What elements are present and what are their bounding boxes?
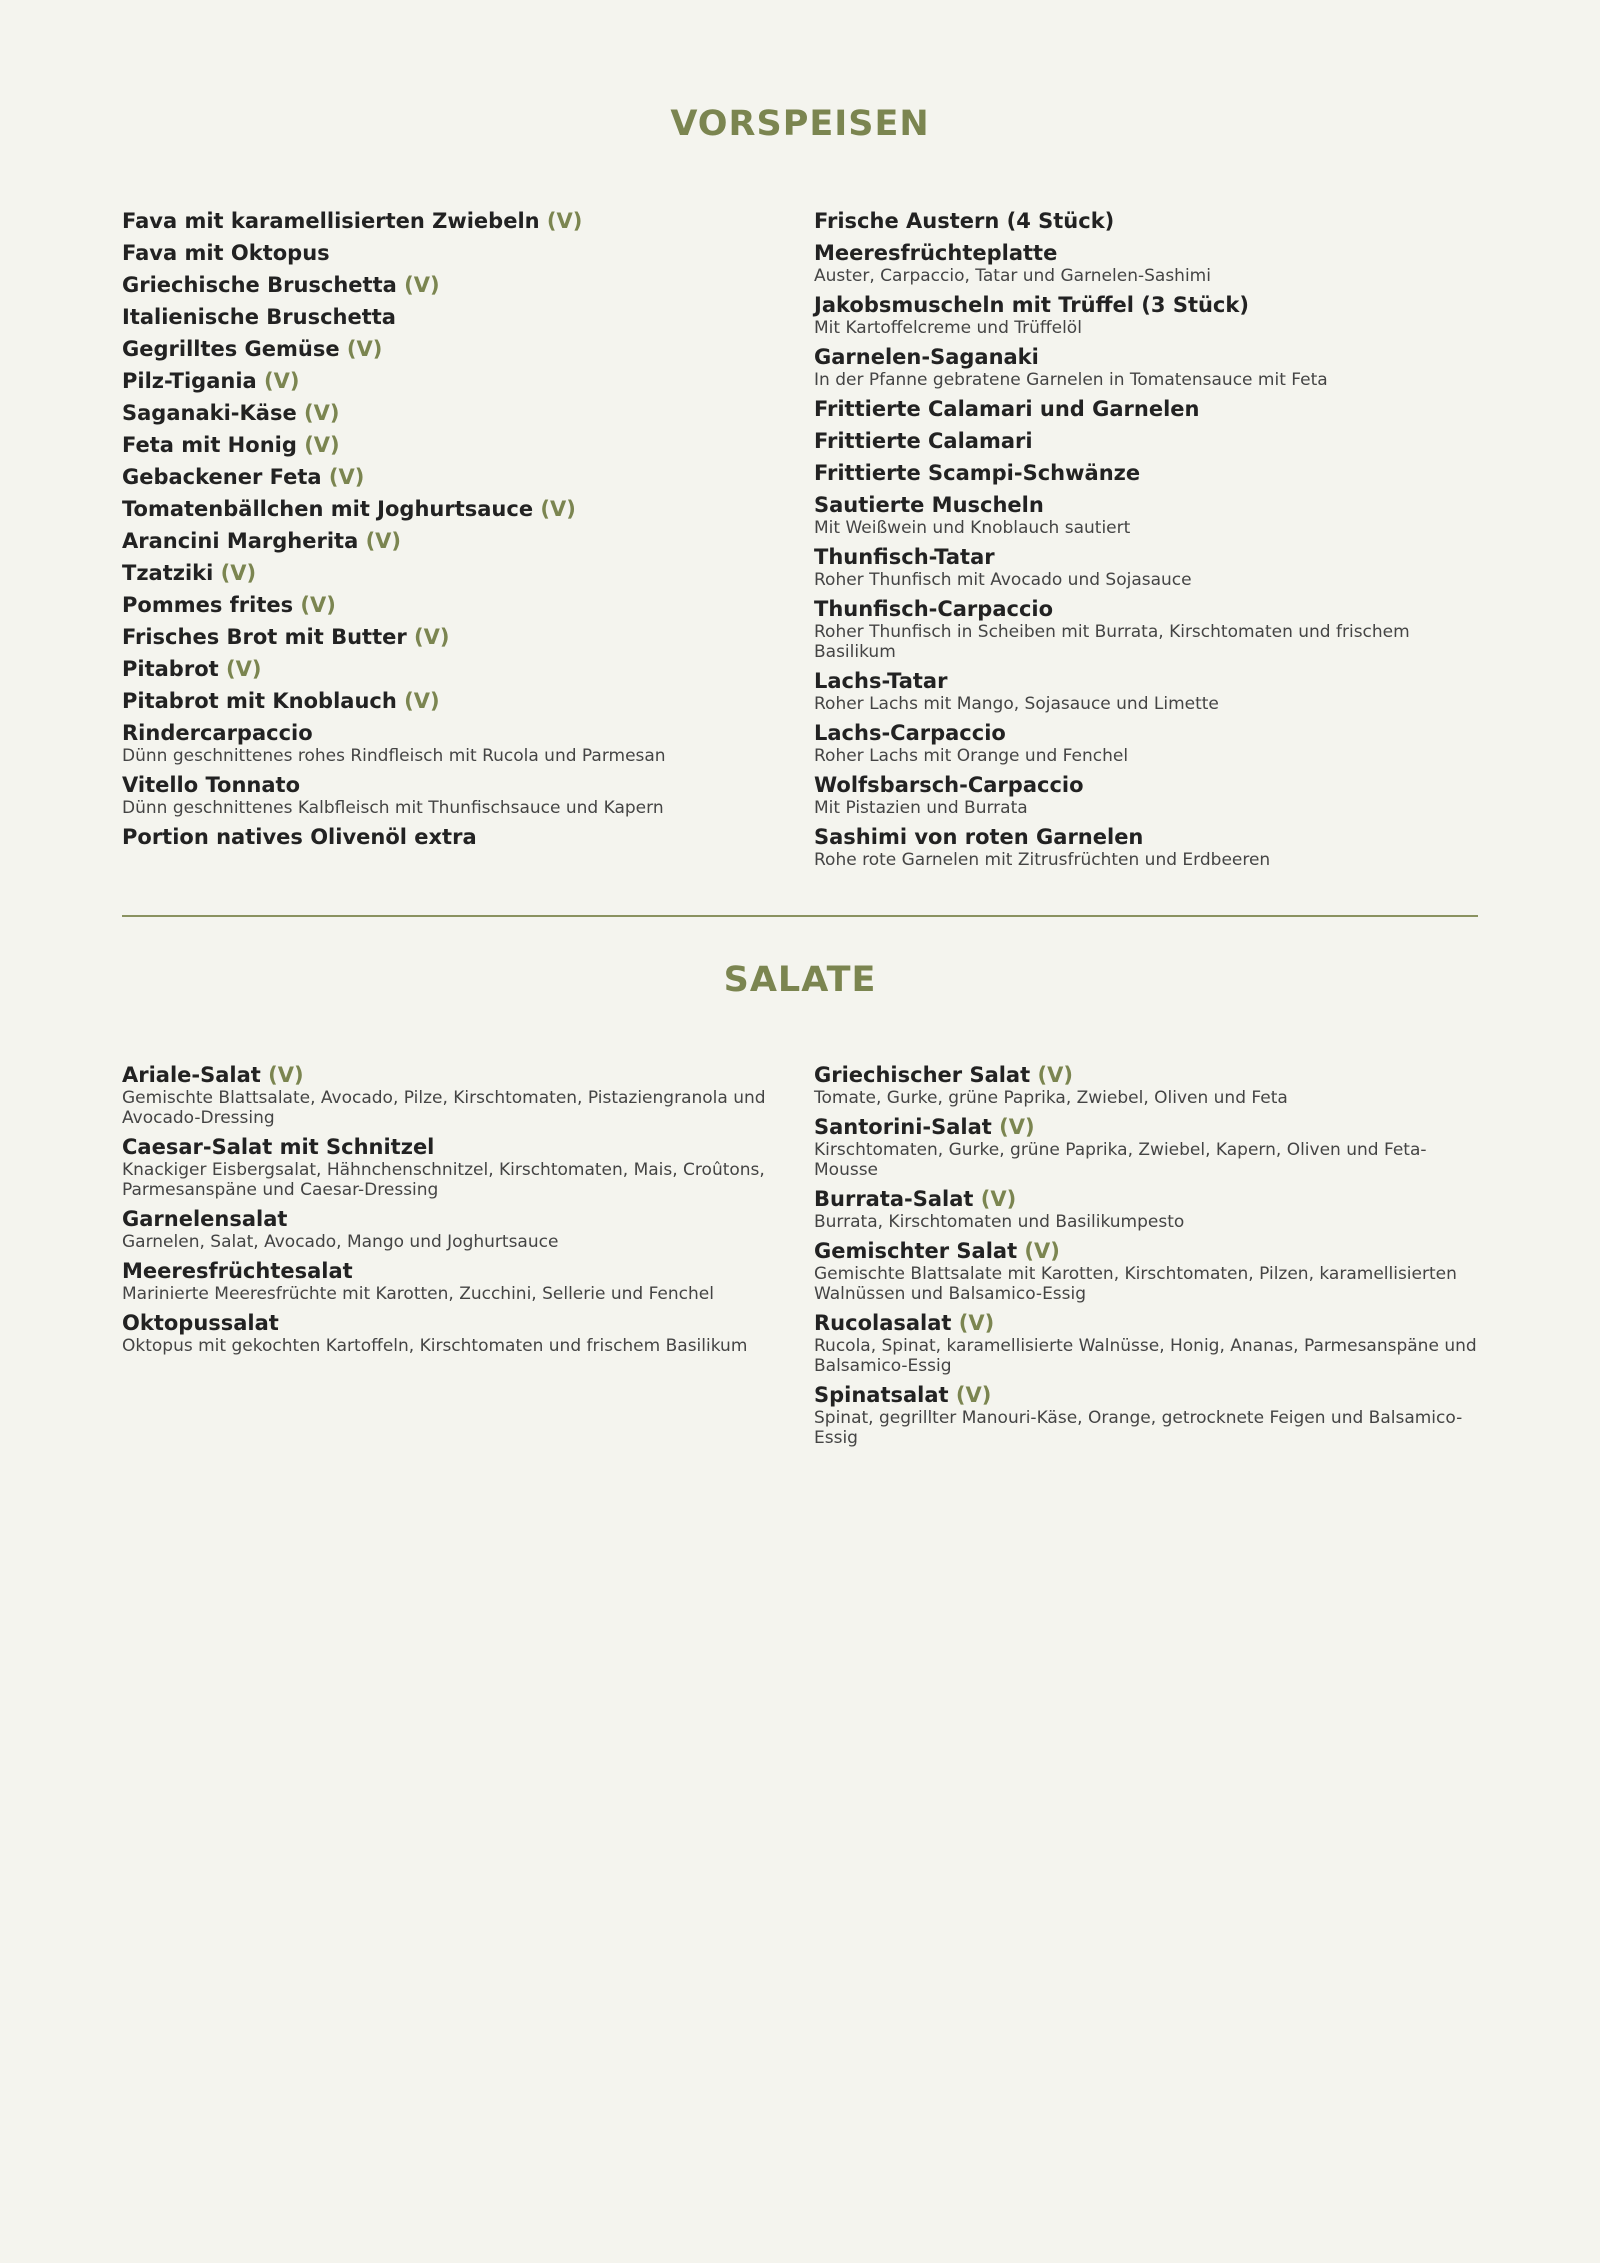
menu-item-title: Sashimi von roten Garnelen (814, 825, 1144, 849)
menu-item-title: Italienische Bruschetta (122, 305, 396, 329)
menu-item-name (814, 1310, 1478, 1336)
menu-item-name (122, 772, 770, 798)
column-left (122, 1062, 770, 1454)
menu-item-name (814, 1114, 1478, 1140)
menu-item-name (122, 464, 770, 490)
menu-item-description: Oktopus mit gekochten Kartoffeln, Kirschtomaten und frischem Basilikum (122, 1336, 748, 1356)
menu-item-name (814, 344, 1478, 370)
menu-item-description: Burrata, Kirschtomaten und Basilikumpesto (814, 1212, 1185, 1232)
menu-item-description: Rucola, Spinat, karamellisierte Walnüsse, Honig, Ananas, Parmesanspäne und Balsamico-Essig (814, 1336, 1477, 1376)
vegetarian-badge: (V) (1024, 1239, 1060, 1263)
vegetarian-badge: (V) (268, 1063, 304, 1087)
menu-item-description: Mit Pistazien und Burrata (814, 798, 1028, 818)
menu-item-name (122, 824, 770, 850)
menu-item-title: Gegrilltes Gemüse (122, 337, 340, 361)
menu-item-title: Santorini-Salat (814, 1115, 992, 1139)
menu-item-description: Marinierte Meeresfrüchte mit Karotten, Zucchini, Sellerie und Fenchel (122, 1284, 714, 1304)
menu-item-title: Pitabrot mit Knoblauch (122, 689, 397, 713)
menu-item-name (122, 656, 770, 682)
menu-item-title: Pilz-Tigania (122, 369, 257, 393)
menu-item (814, 1186, 1478, 1232)
menu-item-name (814, 772, 1478, 798)
menu-item (122, 560, 770, 586)
menu-item-title: Garnelen-Saganaki (814, 345, 1039, 369)
vegetarian-badge: (V) (304, 401, 340, 425)
vegetarian-badge: (V) (955, 1383, 992, 1407)
menu-item-name (122, 1206, 770, 1232)
menu-item-name (122, 208, 770, 234)
vegetarian-badge: (V) (414, 625, 450, 649)
menu-item-title: Wolfsbarsch-Carpaccio (814, 773, 1084, 797)
menu-item-name (122, 432, 770, 458)
menu-item (122, 824, 770, 850)
menu-item (814, 1062, 1478, 1108)
menu-item-description: Mit Kartoffelcreme und Trüffelöl (814, 318, 1082, 338)
menu-item-name (122, 528, 770, 554)
menu-item-title: Ariale-Salat (122, 1063, 261, 1087)
section-salate (122, 960, 1478, 1454)
menu-item (122, 336, 770, 362)
menu-item-title: Spinatsalat (814, 1383, 949, 1407)
menu-item-title: Oktopussalat (122, 1311, 279, 1335)
menu-item-name (122, 1062, 770, 1088)
menu-item-description: Dünn geschnittenes Kalbfleisch mit Thunfischsauce und Kapern (122, 798, 664, 818)
vegetarian-badge: (V) (980, 1187, 1017, 1211)
menu-item-name (122, 496, 770, 522)
menu-item-name (814, 208, 1478, 234)
menu-item-name (122, 368, 770, 394)
menu-item-description: Rohe rote Garnelen mit Zitrusfrüchten und Erdbeeren (814, 850, 1271, 870)
menu-item-description: Roher Thunfisch in Scheiben mit Burrata, Kirschtomaten und frischem Basilikum (814, 622, 1410, 662)
vegetarian-badge: (V) (264, 369, 300, 393)
menu-item-name (814, 428, 1478, 454)
menu-item (122, 624, 770, 650)
menu-item-name (814, 544, 1478, 570)
menu-item-title: Rindercarpaccio (122, 721, 313, 745)
menu-item-title: Tzatziki (122, 561, 214, 585)
section-title: SALATE (723, 960, 877, 1000)
vegetarian-badge: (V) (1037, 1063, 1073, 1087)
menu-item-title: Frittierte Calamari und Garnelen (814, 397, 1200, 421)
menu-item (814, 668, 1478, 714)
vegetarian-badge: (V) (404, 689, 440, 713)
menu-item-title: Garnelensalat (122, 1207, 288, 1231)
menu-item (814, 596, 1478, 662)
menu-item-description: Roher Lachs mit Mango, Sojasauce und Limette (814, 694, 1219, 714)
vegetarian-badge: (V) (220, 561, 257, 585)
vegetarian-badge: (V) (304, 433, 340, 457)
menu-item (122, 400, 770, 426)
menu-item-name (814, 1062, 1478, 1088)
menu-item-title: Griechische Bruschetta (122, 273, 397, 297)
menu-item-name (814, 1186, 1478, 1212)
menu-item (122, 464, 770, 490)
menu-item-name (814, 460, 1478, 486)
menu-item-description: Gemischte Blattsalate, Avocado, Pilze, Kirschtomaten, Pistaziengranola und Avocado-Dressing (122, 1088, 766, 1128)
menu-item (814, 292, 1478, 338)
menu-item-title: Pommes frites (122, 593, 294, 617)
menu-item-title: Saganaki-Käse (122, 401, 297, 425)
vegetarian-badge: (V) (999, 1115, 1035, 1139)
menu-item (122, 496, 770, 522)
vegetarian-badge: (V) (404, 273, 440, 297)
menu-item-title: Fava mit Oktopus (122, 241, 330, 265)
menu-item (814, 396, 1478, 422)
menu-item-name (122, 720, 770, 746)
menu-item-name (814, 824, 1478, 850)
menu-item (814, 492, 1478, 538)
menu-item-description: Roher Thunfisch mit Avocado und Sojasauce (814, 570, 1192, 590)
menu-item-title: Gemischter Salat (814, 1239, 1018, 1263)
menu-item-title: Burrata-Salat (814, 1187, 974, 1211)
menu-item-title: Portion natives Olivenöl extra (122, 825, 477, 849)
menu-item-name (122, 400, 770, 426)
menu-item (814, 428, 1478, 454)
menu-item-description: Mit Weißwein und Knoblauch sautiert (814, 518, 1131, 538)
menu-item-title: Thunfisch-Tatar (814, 545, 995, 569)
column-right (814, 1062, 1478, 1454)
vegetarian-badge: (V) (546, 209, 583, 233)
menu-item (122, 772, 770, 818)
menu-item-title: Fava mit karamellisierten Zwiebeln (122, 209, 540, 233)
menu-item-name (122, 592, 770, 618)
menu-item-description: Tomate, Gurke, grüne Paprika, Zwiebel, Oliven und Feta (814, 1088, 1288, 1108)
menu-item-description: Dünn geschnittenes rohes Rindfleisch mit Rucola und Parmesan (122, 746, 666, 766)
menu-item-description: Garnelen, Salat, Avocado, Mango und Joghurtsauce (122, 1232, 559, 1252)
section-vorspeisen (122, 104, 1478, 876)
menu-item (122, 1134, 770, 1200)
menu-item (122, 1258, 770, 1304)
menu-item (814, 824, 1478, 870)
menu-item (122, 208, 770, 234)
menu-item (814, 720, 1478, 766)
menu-item-name (122, 1258, 770, 1284)
menu-item (122, 688, 770, 714)
menu-item-name (814, 1382, 1478, 1408)
menu-item-title: Meeresfrüchtesalat (122, 1259, 353, 1283)
menu-item-title: Griechischer Salat (814, 1063, 1031, 1087)
menu-item-description: Kirschtomaten, Gurke, grüne Paprika, Zwiebel, Kapern, Oliven und Feta-Mousse (814, 1140, 1427, 1180)
menu-item-title: Frische Austern (4 Stück) (814, 209, 1115, 233)
menu-item-title: Vitello Tonnato (122, 773, 300, 797)
menu-item (814, 1310, 1478, 1376)
menu-item-title: Sautierte Muscheln (814, 493, 1044, 517)
vegetarian-badge: (V) (300, 593, 336, 617)
menu-item-name (122, 336, 770, 362)
menu-item-name (122, 272, 770, 298)
menu-item-name (122, 560, 770, 586)
menu-item-title: Lachs-Carpaccio (814, 721, 1006, 745)
menu-item (814, 544, 1478, 590)
menu-item (122, 1310, 770, 1356)
section-title: VORSPEISEN (670, 104, 930, 144)
menu-item-name (814, 1238, 1478, 1264)
section-divider (122, 915, 1478, 917)
menu-item-title: Rucolasalat (814, 1311, 952, 1335)
menu-item-name (122, 1310, 770, 1336)
menu-item-name (814, 492, 1478, 518)
menu-item (122, 304, 770, 330)
menu-item (122, 528, 770, 554)
menu-item-name (814, 668, 1478, 694)
vegetarian-badge: (V) (346, 337, 383, 361)
menu-item-title: Frittierte Scampi-Schwänze (814, 461, 1141, 485)
menu-item-title: Meeresfrüchteplatte (814, 241, 1058, 265)
menu-item-name (122, 624, 770, 650)
menu-item (122, 240, 770, 266)
menu-item-name (122, 240, 770, 266)
menu-item (814, 344, 1478, 390)
menu-item (122, 592, 770, 618)
vegetarian-badge: (V) (540, 497, 576, 521)
menu-item (814, 460, 1478, 486)
menu-item-title: Frisches Brot mit Butter (122, 625, 407, 649)
menu-item-name (814, 240, 1478, 266)
menu-item (122, 272, 770, 298)
menu-item-description: Roher Lachs mit Orange und Fenchel (814, 746, 1129, 766)
menu-item (122, 656, 770, 682)
menu-item-description: In der Pfanne gebratene Garnelen in Tomatensauce mit Feta (814, 370, 1328, 390)
menu-item-name (814, 720, 1478, 746)
menu-item-description: Gemischte Blattsalate mit Karotten, Kirschtomaten, Pilzen, karamellisierten Walnüssen und Balsamico-Essig (814, 1264, 1457, 1304)
menu-item (122, 720, 770, 766)
menu-item-name (122, 688, 770, 714)
column-left (122, 208, 770, 876)
menu-item-title: Frittierte Calamari (814, 429, 1033, 453)
menu-item (814, 1382, 1478, 1448)
menu-item (814, 240, 1478, 286)
menu-item-title: Tomatenbällchen mit Joghurtsauce (122, 497, 534, 521)
menu-item-title: Arancini Margherita (122, 529, 359, 553)
menu-item (122, 368, 770, 394)
menu-item (814, 208, 1478, 234)
menu-item (814, 772, 1478, 818)
columns (122, 208, 1478, 876)
menu-item (122, 432, 770, 458)
menu-item (814, 1114, 1478, 1180)
menu-item-title: Thunfisch-Carpaccio (814, 597, 1054, 621)
menu-item-name (814, 596, 1478, 622)
menu-item-title: Lachs-Tatar (814, 669, 948, 693)
menu-item-name (814, 396, 1478, 422)
menu-item (122, 1062, 770, 1128)
column-right (814, 208, 1478, 876)
menu-item-name (122, 304, 770, 330)
vegetarian-badge: (V) (225, 657, 262, 681)
vegetarian-badge: (V) (365, 529, 402, 553)
vegetarian-badge: (V) (328, 465, 365, 489)
menu-item-description: Spinat, gegrillter Manouri-Käse, Orange, getrocknete Feigen und Balsamico-Essig (814, 1408, 1463, 1448)
menu-item-name (122, 1134, 770, 1160)
vegetarian-badge: (V) (958, 1311, 995, 1335)
menu-item-title: Jakobsmuscheln mit Trüffel (3 Stück) (814, 293, 1249, 317)
menu-item (814, 1238, 1478, 1304)
menu-item-description: Auster, Carpaccio, Tatar und Garnelen-Sashimi (814, 266, 1211, 286)
menu-item (122, 1206, 770, 1252)
menu-item-title: Caesar-Salat mit Schnitzel (122, 1135, 435, 1159)
columns (122, 1062, 1478, 1454)
menu-item-title: Gebackener Feta (122, 465, 322, 489)
menu-item-name (814, 292, 1478, 318)
menu-item-title: Feta mit Honig (122, 433, 297, 457)
menu-item-title: Pitabrot (122, 657, 219, 681)
menu-item-description: Knackiger Eisbergsalat, Hähnchenschnitzel, Kirschtomaten, Mais, Croûtons, Parmesanspäne und Caesar-Dressing (122, 1160, 765, 1200)
